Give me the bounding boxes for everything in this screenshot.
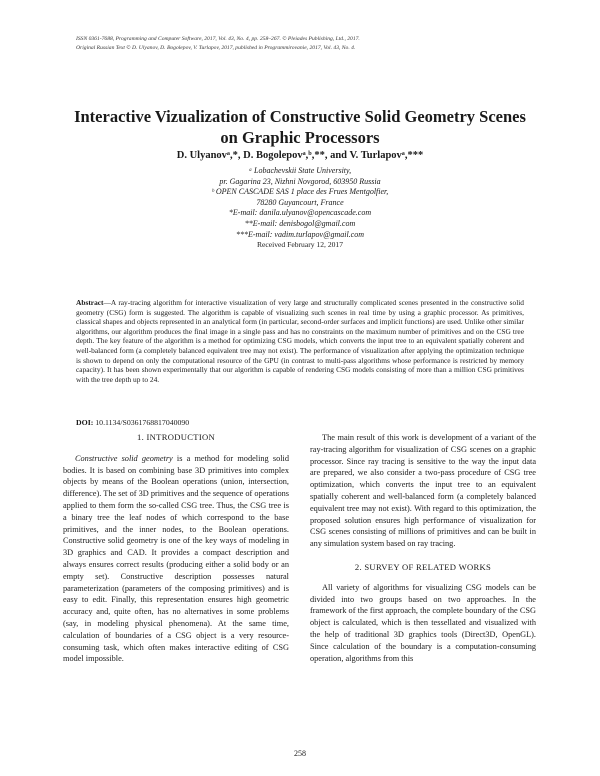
right-column — [310, 432, 536, 664]
doi-value: 10.1134/S0361768817040090 — [95, 418, 190, 427]
affiliations — [60, 166, 540, 251]
intro-lead-term: Constructive solid geometry — [75, 453, 173, 463]
paper-title-line1: Interactive Vizualization of Constructive Solid Geometry Scenes — [74, 107, 526, 126]
abstract-text: —A ray-tracing algorithm for interactive visualization of very large and structurally complicated scenes presented in the constructive solid geometry (CSG) form is suggested. The algorithm is capable of visualizing such scenes in real time by using a graphic processor. As primitives, classical shapes and objects represented in an analytical form (in particular, second-order surfaces and implicit functions) are used. Unlike other similar algorithms, our algorithm produces the final image in a single pass and has no constraints on the maximum number of primitives and on the CSG tree depth. The key feature of the algorithm is a method for optimizing CSG models, which converts the input tree to an equivalent spatially coherent and well-balanced form (a completely balanced equivalent tree may not exist). The performance of visualization after applying the optimization technique is shown to depend on only the computational resource of the GPU (in contrast to multi-pass algorithms whose performance is restricted by memory capacity). It has been shown experimentally that our algorithm is capable of rendering CSG models consisting of more than a million CSG primitives with the tree depth up to 24. — [76, 298, 524, 384]
received-date: Received February 12, 2017 — [256, 240, 344, 250]
intro-paragraph — [63, 453, 289, 665]
abstract — [76, 298, 524, 384]
affiliation-line: pr. Gagarina 23, Nizhni Novgorod, 603950 Russia — [219, 176, 381, 186]
survey-paragraph: All variety of algorithms for visualizing CSG models can be divided into two groups based on two approaches. In the framework of the first approach, the complete boundary of the CSG object is calculated, which is then tessellated and visualized with the help of traditional 3D graphics tools (Direct3D, OpenGL). Since calculation of the boundary is a computation-consuming operation, algorithms from this — [310, 582, 536, 663]
section-heading-survey: 2. SURVEY OF RELATED WORKS — [354, 561, 492, 572]
journal-header-line2: Original Russian Text © D. Ulyanov, D. Bogolepov, V. Turlapov, 2017, published in Programmirovanie, 2017, Vol. 43, No. 4. — [76, 45, 356, 51]
author-list: D. Ulyanovᵃ,*, D. Bogolepovᵃ,ᵇ,**, and V. Turlapovᵃ,*** — [176, 150, 424, 161]
email-line: *E-mail: danila.ulyanov@opencascade.com — [228, 208, 372, 218]
doi — [76, 418, 189, 427]
affiliation-line: ᵇ OPEN CASCADE SAS 1 place des Frues Mentgolfier, — [211, 187, 389, 197]
email-line: **E-mail: denisbogol@gmail.com — [244, 218, 356, 228]
email-line: ***E-mail: vadim.turlapov@gmail.com — [235, 229, 364, 239]
journal-header — [76, 35, 536, 53]
section-heading-introduction: 1. INTRODUCTION — [136, 432, 216, 442]
journal-header-line1: ISSN 0361-7688, Programming and Computer Software, 2017, Vol. 43, No. 4, pp. 258–267. © Pleiades Publishing, Ltd., 2017. — [76, 36, 360, 42]
page-number: 258 — [294, 749, 306, 758]
affiliation-line: ᵃ Lobachevskii State University, — [248, 166, 352, 175]
left-column — [63, 432, 289, 665]
affiliation-line: 78280 Guyancourt, France — [256, 197, 344, 207]
abstract-label: Abstract — [76, 298, 104, 307]
paper-title — [60, 106, 540, 148]
paper-title-line2: on Graphic Processors — [220, 128, 380, 147]
intro-body: is a method for modeling solid bodies. It is based on combining base 3D primitives into complex objects by means of the Boolean operations (union, intersection, difference). The set of 3D primitives and the sequence of operations applied to them form the so-called CSG tree. Thus, the CSG tree is a binary tree the leaf nodes of which correspond to the base primitives, and the inner nodes, to the Boolean operations. Constructive solid geometry is one of the key ways of modeling in 3D graphics and CAD. It provides a compact description and always ensures correct results (producing either a solid body or an empty set). Constructive description possesses natural parameterization (parameters of the composing primitives) and is easy to edit. Finally, this representation ensures high geometric accuracy and, quite often, has no alternatives in some problems (say, in modeling physical phenomena). At the same time, calculation of boundaries of a CSG object is a very resource-consuming task, which often makes interactive editing of CSG model impossible. — [63, 453, 289, 664]
main-result-paragraph: The main result of this work is development of a variant of the ray-tracing algorithm for visualization of CSG scenes on a graphic processor. Since ray tracing is sensitive to the way the input data are prepared, we also consider a two-pass procedure of CSG tree optimization, which converts the input tree to an equivalent spatially coherent and well-balanced form (a completely balanced equivalent tree may not exist). With regard to this optimization, the proposed solution ensures high performance of visualization for CSG scenes consisting of millions of primitives and can be built in any simulation system based on ray tracing. — [310, 433, 536, 549]
doi-label: DOI: — [76, 418, 94, 427]
